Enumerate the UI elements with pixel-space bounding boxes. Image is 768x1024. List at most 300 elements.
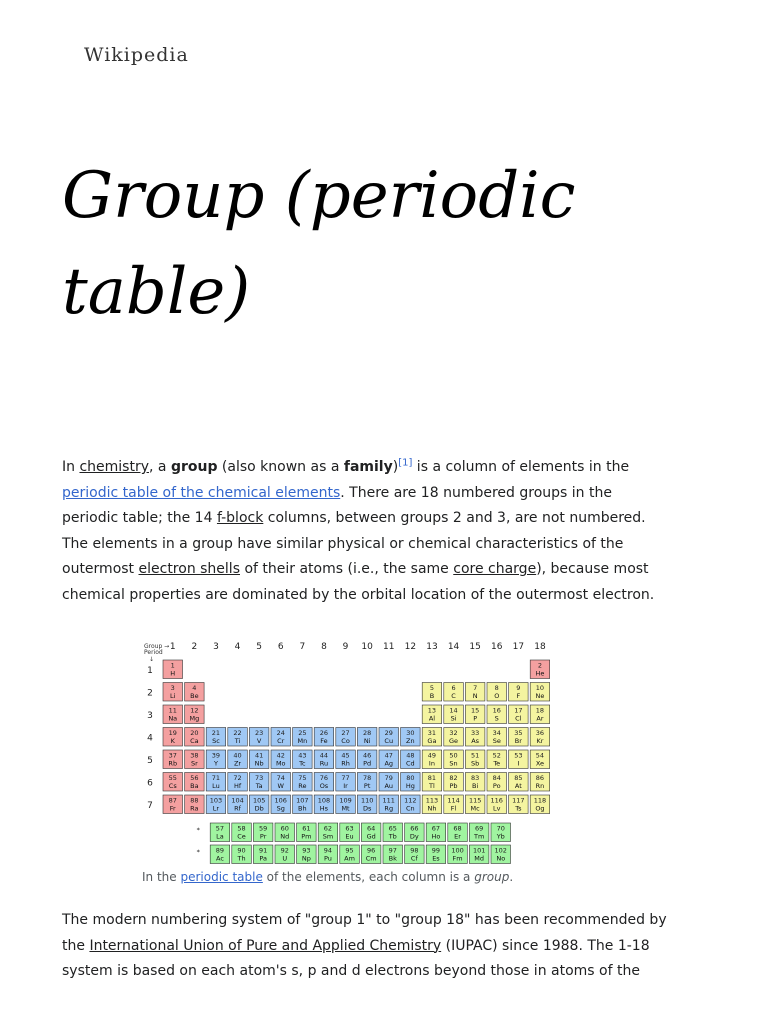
element-cell-o[interactable] bbox=[487, 683, 507, 702]
element-symbol: Es bbox=[432, 854, 440, 863]
period-number-label: 1 bbox=[147, 666, 153, 676]
atomic-number: 34 bbox=[492, 729, 501, 737]
element-symbol: Np bbox=[301, 854, 311, 863]
atomic-number: 69 bbox=[475, 824, 484, 833]
element-cell-ho[interactable] bbox=[426, 823, 446, 842]
element-cell-pb[interactable] bbox=[444, 773, 464, 792]
element-cell-rh[interactable] bbox=[336, 750, 356, 769]
element-cell-cd[interactable] bbox=[401, 750, 421, 769]
element-cell-mo[interactable] bbox=[271, 750, 291, 769]
element-cell-cn[interactable] bbox=[401, 795, 421, 814]
element-cell-rg[interactable] bbox=[379, 795, 399, 814]
element-cell-ag[interactable] bbox=[379, 750, 399, 769]
reference-link[interactable]: [1] bbox=[398, 457, 413, 469]
element-cell-eu[interactable] bbox=[340, 823, 360, 842]
element-symbol: Lv bbox=[493, 804, 501, 813]
atomic-number: 112 bbox=[404, 796, 417, 805]
atomic-number: 50 bbox=[449, 751, 458, 760]
element-cell-zn[interactable] bbox=[401, 728, 421, 747]
element-cell-sm[interactable] bbox=[318, 823, 338, 842]
element-cell-fe[interactable] bbox=[314, 728, 334, 747]
element-cell-li[interactable] bbox=[163, 683, 183, 702]
atomic-number: 115 bbox=[468, 796, 482, 805]
element-cell-tm[interactable] bbox=[469, 823, 489, 842]
element-symbol: Al bbox=[428, 714, 436, 723]
element-cell-rb[interactable] bbox=[163, 750, 183, 769]
element-cell-pt[interactable] bbox=[357, 773, 377, 792]
atomic-number: 52 bbox=[492, 751, 501, 760]
element-cell-th[interactable] bbox=[232, 845, 252, 864]
element-cell-k[interactable] bbox=[163, 728, 183, 747]
element-cell-nb[interactable] bbox=[249, 750, 269, 769]
caption-text: of the elements, each column is a bbox=[262, 870, 475, 884]
element-cell-at[interactable] bbox=[509, 773, 528, 792]
element-symbol: O bbox=[494, 692, 500, 700]
element-cell-og[interactable] bbox=[530, 795, 550, 814]
element-symbol: Eu bbox=[345, 832, 354, 841]
atomic-number: 86 bbox=[535, 774, 545, 782]
element-cell-u[interactable] bbox=[275, 845, 295, 864]
element-symbol: Cn bbox=[406, 804, 415, 813]
atomic-number: 32 bbox=[449, 729, 458, 737]
periodic-table-image[interactable] bbox=[140, 638, 560, 868]
element-cell-fm[interactable] bbox=[448, 845, 468, 864]
element-cell-cr[interactable] bbox=[271, 728, 291, 747]
element-symbol: Pu bbox=[323, 854, 332, 863]
element-cell-ru[interactable] bbox=[314, 750, 334, 769]
element-symbol: Cf bbox=[410, 854, 418, 863]
element-cell-hf[interactable] bbox=[228, 773, 248, 792]
element-cell-nh[interactable] bbox=[422, 795, 442, 814]
atomic-number: 42 bbox=[276, 751, 285, 760]
atomic-number: 99 bbox=[431, 846, 441, 855]
atomic-number: 105 bbox=[252, 796, 266, 805]
link-iupac[interactable]: International Union of Pure and Applied Chemistry bbox=[89, 937, 442, 954]
element-cell-os[interactable] bbox=[314, 773, 334, 792]
element-cell-lr[interactable] bbox=[206, 795, 226, 814]
intro-text: columns, between groups 2 and 3, are not numbered. The elements in a group have similar physical or chemical characteristics of the outermost bbox=[62, 510, 646, 577]
atomic-number: 89 bbox=[215, 846, 225, 855]
link-core-charge[interactable]: core charge bbox=[453, 561, 537, 577]
element-cell-la[interactable] bbox=[210, 823, 230, 842]
element-symbol: Br bbox=[514, 737, 522, 745]
element-cell-be[interactable] bbox=[185, 683, 205, 702]
element-cell-ga[interactable] bbox=[422, 728, 442, 747]
element-symbol: Ho bbox=[431, 832, 441, 841]
element-cell-pr[interactable] bbox=[253, 823, 273, 842]
atomic-number: 47 bbox=[384, 751, 393, 760]
element-cell-ac[interactable] bbox=[210, 845, 230, 864]
element-symbol: S bbox=[494, 714, 499, 723]
page-title: Group (periodic table) bbox=[62, 159, 576, 329]
atomic-number: 96 bbox=[367, 846, 376, 855]
element-symbol: Pt bbox=[363, 782, 371, 790]
element-cell-rn[interactable] bbox=[530, 773, 550, 792]
element-cell-cs[interactable] bbox=[163, 773, 183, 792]
atomic-number: 77 bbox=[341, 774, 350, 782]
element-cell-fl[interactable] bbox=[444, 795, 464, 814]
bold-term-group: group bbox=[170, 459, 218, 475]
atomic-number: 76 bbox=[319, 774, 329, 782]
element-cell-lv[interactable] bbox=[487, 795, 507, 814]
atomic-number: 87 bbox=[168, 796, 177, 805]
element-cell-tc[interactable] bbox=[293, 750, 313, 769]
element-symbol: Pm bbox=[301, 832, 312, 841]
period-number-label: 4 bbox=[147, 733, 153, 744]
element-cell-tb[interactable] bbox=[383, 823, 403, 842]
element-cell-mn[interactable] bbox=[293, 728, 313, 747]
element-symbol: Cs bbox=[168, 782, 177, 790]
period-axis-label: Period bbox=[144, 649, 163, 656]
element-cell-ne[interactable] bbox=[530, 683, 550, 702]
atomic-number: 40 bbox=[233, 751, 242, 760]
atomic-number: 65 bbox=[388, 824, 397, 833]
atomic-number: 12 bbox=[190, 706, 199, 715]
element-cell-ta[interactable] bbox=[249, 773, 269, 792]
element-cell-hs[interactable] bbox=[314, 795, 334, 814]
element-symbol: Sb bbox=[471, 759, 480, 768]
element-symbol: Pd bbox=[363, 759, 372, 768]
group-number-label: 5 bbox=[256, 642, 263, 652]
atomic-number: 100 bbox=[451, 846, 464, 855]
atomic-number: 36 bbox=[535, 729, 545, 737]
caption-text: In the bbox=[142, 870, 181, 884]
actinide-marker: * bbox=[196, 848, 200, 856]
atomic-number: 33 bbox=[471, 729, 480, 737]
element-symbol: Zr bbox=[233, 759, 242, 768]
element-cell-pm[interactable] bbox=[297, 823, 317, 842]
element-cell-cf[interactable] bbox=[405, 845, 425, 864]
element-cell-p[interactable] bbox=[465, 705, 485, 724]
group-number-label: 12 bbox=[404, 642, 417, 652]
element-symbol: Hg bbox=[405, 782, 415, 790]
element-cell-pd[interactable] bbox=[357, 750, 377, 769]
group-number-label: 13 bbox=[426, 642, 438, 652]
element-cell-au[interactable] bbox=[379, 773, 399, 792]
element-symbol: Og bbox=[535, 804, 545, 813]
element-cell-ir[interactable] bbox=[336, 773, 356, 792]
element-cell-mc[interactable] bbox=[465, 795, 485, 814]
element-symbol: Se bbox=[492, 737, 501, 745]
element-cell-sn[interactable] bbox=[444, 750, 464, 769]
intro-text: ) bbox=[392, 459, 399, 475]
element-symbol: Db bbox=[254, 804, 264, 813]
element-cell-ar[interactable] bbox=[530, 705, 550, 724]
element-cell-ba[interactable] bbox=[185, 773, 205, 792]
element-symbol: Cu bbox=[384, 737, 394, 745]
element-cell-te[interactable] bbox=[487, 750, 507, 769]
intro-text: (also known as a bbox=[217, 459, 344, 475]
element-cell-dy[interactable] bbox=[405, 823, 425, 842]
element-cell-tl[interactable] bbox=[422, 773, 442, 792]
element-symbol: Zn bbox=[406, 737, 415, 745]
element-symbol: Ba bbox=[190, 782, 199, 790]
period-number-label: 6 bbox=[147, 778, 153, 789]
element-cell-h[interactable] bbox=[163, 660, 183, 679]
atomic-number: 49 bbox=[427, 751, 437, 760]
intro-text: of their atoms (i.e., the same bbox=[240, 561, 454, 577]
link-electron-shells[interactable]: electron shells bbox=[138, 561, 240, 577]
atomic-number: 84 bbox=[492, 774, 501, 782]
link-periodic-table-elements[interactable]: periodic table of the chemical elements bbox=[62, 484, 341, 501]
element-symbol: Am bbox=[344, 854, 355, 863]
element-cell-zr[interactable] bbox=[228, 750, 248, 769]
element-cell-md[interactable] bbox=[469, 845, 489, 864]
group-number-label: 7 bbox=[299, 642, 306, 652]
element-symbol: Dy bbox=[409, 832, 419, 841]
lanthanide-marker: * bbox=[196, 826, 200, 834]
element-symbol: Os bbox=[319, 782, 329, 790]
element-cell-fr[interactable] bbox=[163, 795, 183, 814]
element-cell-hg[interactable] bbox=[401, 773, 421, 792]
element-symbol: Ir bbox=[343, 782, 348, 790]
atomic-number: 38 bbox=[190, 751, 199, 760]
element-cell-si[interactable] bbox=[444, 705, 464, 724]
group-number-label: 17 bbox=[512, 642, 525, 652]
element-cell-c[interactable] bbox=[444, 683, 464, 702]
atomic-number: 117 bbox=[512, 796, 525, 805]
element-cell-cm[interactable] bbox=[361, 845, 381, 864]
element-symbol: I bbox=[517, 759, 520, 768]
element-symbol: Ne bbox=[535, 692, 545, 700]
caption-link-periodic-table[interactable]: periodic table bbox=[180, 870, 263, 884]
atomic-number: 75 bbox=[298, 774, 307, 782]
group-number-label: 8 bbox=[321, 642, 327, 652]
element-cell-y[interactable] bbox=[206, 750, 226, 769]
element-cell-bh[interactable] bbox=[293, 795, 313, 814]
atomic-number: 61 bbox=[302, 824, 311, 833]
element-cell-co[interactable] bbox=[336, 728, 356, 747]
period-arrow: ↓ bbox=[149, 656, 155, 663]
element-cell-br[interactable] bbox=[509, 728, 528, 747]
element-cell-ra[interactable] bbox=[185, 795, 205, 814]
atomic-number: 93 bbox=[302, 846, 311, 855]
element-cell-np[interactable] bbox=[297, 845, 317, 864]
element-cell-v[interactable] bbox=[249, 728, 269, 747]
element-cell-es[interactable] bbox=[426, 845, 446, 864]
element-symbol: Cd bbox=[406, 759, 415, 768]
group-number-label: 3 bbox=[213, 642, 219, 652]
periodic-table-figure[interactable] bbox=[140, 638, 560, 868]
atomic-number: 102 bbox=[494, 846, 507, 855]
atomic-number: 70 bbox=[496, 824, 505, 833]
atomic-number: 56 bbox=[190, 774, 199, 782]
element-cell-ti[interactable] bbox=[228, 728, 248, 747]
element-cell-sb[interactable] bbox=[465, 750, 485, 769]
element-symbol: Ts bbox=[515, 804, 522, 813]
atomic-number: 23 bbox=[255, 729, 264, 737]
element-symbol: N bbox=[472, 692, 478, 700]
element-cell-as[interactable] bbox=[465, 728, 485, 747]
intro-text: is a column of elements in the bbox=[412, 459, 630, 475]
atomic-number: 48 bbox=[406, 751, 415, 760]
group-number-label: 6 bbox=[277, 642, 284, 652]
element-cell-se[interactable] bbox=[487, 728, 507, 747]
group-number-label: 2 bbox=[191, 642, 198, 652]
element-cell-f[interactable] bbox=[509, 683, 528, 702]
element-symbol: Fm bbox=[452, 854, 463, 863]
period-number-label: 2 bbox=[147, 688, 153, 699]
element-cell-cu[interactable] bbox=[379, 728, 399, 747]
atomic-number: 16 bbox=[492, 706, 501, 715]
element-cell-ni[interactable] bbox=[357, 728, 377, 747]
element-cell-bi[interactable] bbox=[465, 773, 485, 792]
element-symbol: Cm bbox=[365, 854, 377, 863]
element-cell-b[interactable] bbox=[422, 683, 442, 702]
element-symbol: B bbox=[429, 692, 435, 700]
element-cell-in[interactable] bbox=[422, 750, 442, 769]
element-symbol: Fe bbox=[320, 737, 328, 745]
wikipedia-logo[interactable]: Wikipedia bbox=[84, 44, 189, 66]
atomic-number: 14 bbox=[449, 706, 458, 715]
element-cell-ts[interactable] bbox=[509, 795, 528, 814]
element-cell-lu[interactable] bbox=[206, 773, 226, 792]
element-cell-s[interactable] bbox=[487, 705, 507, 724]
element-symbol: W bbox=[277, 782, 284, 790]
group-number-label: 4 bbox=[234, 642, 241, 652]
element-symbol: V bbox=[256, 737, 262, 745]
element-symbol: P bbox=[473, 714, 478, 723]
atomic-number: 101 bbox=[472, 846, 486, 855]
element-symbol: Si bbox=[450, 714, 457, 723]
atomic-number: 82 bbox=[449, 774, 458, 782]
element-symbol: Ti bbox=[234, 737, 241, 745]
element-cell-ce[interactable] bbox=[232, 823, 252, 842]
intro-text: ), because most chemical properties are dominated by the orbital location of the outermost electron. bbox=[62, 561, 655, 603]
atomic-number: 43 bbox=[298, 751, 307, 760]
element-symbol: Nh bbox=[427, 804, 437, 813]
element-symbol: Li bbox=[170, 692, 176, 700]
element-cell-mt[interactable] bbox=[336, 795, 356, 814]
atomic-number: 41 bbox=[255, 751, 264, 760]
element-cell-n[interactable] bbox=[465, 683, 485, 702]
atomic-number: 113 bbox=[425, 796, 439, 805]
element-symbol: Mo bbox=[275, 759, 286, 768]
element-cell-cl[interactable] bbox=[509, 705, 528, 724]
element-cell-kr[interactable] bbox=[530, 728, 550, 747]
element-symbol: Pr bbox=[259, 832, 267, 841]
atomic-number: 17 bbox=[514, 706, 523, 715]
element-symbol: Be bbox=[190, 692, 199, 700]
period-number-label: 3 bbox=[147, 711, 153, 721]
atomic-number: 94 bbox=[323, 846, 333, 855]
element-cell-po[interactable] bbox=[487, 773, 507, 792]
element-cell-db[interactable] bbox=[249, 795, 269, 814]
element-symbol: Ta bbox=[255, 782, 263, 790]
element-symbol: Yb bbox=[496, 832, 505, 841]
element-cell-sc[interactable] bbox=[206, 728, 226, 747]
element-cell-sg[interactable] bbox=[271, 795, 291, 814]
atomic-number: 114 bbox=[447, 796, 460, 805]
element-cell-mg[interactable] bbox=[185, 705, 205, 724]
group-number-label: 9 bbox=[342, 642, 349, 652]
element-cell-al[interactable] bbox=[422, 705, 442, 724]
intro-paragraph bbox=[62, 455, 672, 608]
element-symbol: Sc bbox=[212, 737, 220, 745]
numbering-paragraph bbox=[62, 908, 672, 985]
element-cell-no[interactable] bbox=[491, 845, 511, 864]
group-number-label: 11 bbox=[383, 642, 395, 652]
element-symbol: Sn bbox=[449, 759, 458, 768]
atomic-number: 25 bbox=[298, 729, 307, 737]
element-symbol: Ce bbox=[237, 832, 246, 841]
element-symbol: Ca bbox=[190, 737, 199, 745]
element-cell-xe[interactable] bbox=[530, 750, 550, 769]
group-number-label: 14 bbox=[447, 642, 460, 652]
atomic-number: 53 bbox=[514, 751, 523, 760]
atomic-number: 103 bbox=[209, 796, 223, 805]
element-cell-pu[interactable] bbox=[318, 845, 338, 864]
element-symbol: Rf bbox=[234, 804, 241, 813]
element-symbol: Bi bbox=[472, 782, 479, 790]
link-f-block[interactable]: f-block bbox=[216, 510, 264, 526]
element-cell-i[interactable] bbox=[509, 750, 528, 769]
caption-text: . bbox=[509, 870, 514, 884]
element-symbol: At bbox=[514, 782, 522, 790]
element-symbol: Mt bbox=[341, 804, 350, 813]
atomic-number: 39 bbox=[211, 751, 221, 760]
intro-text: . There are 18 numbered groups in the periodic table; the 14 bbox=[62, 484, 612, 526]
element-cell-sr[interactable] bbox=[185, 750, 205, 769]
element-cell-pa[interactable] bbox=[253, 845, 273, 864]
element-cell-er[interactable] bbox=[448, 823, 468, 842]
element-symbol: Rn bbox=[535, 782, 545, 790]
element-cell-nd[interactable] bbox=[275, 823, 295, 842]
element-symbol: Sm bbox=[322, 832, 334, 841]
element-symbol: Ag bbox=[384, 759, 394, 768]
element-symbol: Pa bbox=[259, 854, 267, 863]
element-symbol: Ar bbox=[536, 714, 544, 723]
atomic-number: 91 bbox=[259, 846, 268, 855]
element-symbol: Ga bbox=[427, 737, 437, 745]
element-symbol: C bbox=[451, 692, 456, 700]
element-symbol: Tb bbox=[388, 832, 397, 841]
group-number-label: 1 bbox=[169, 642, 176, 652]
atomic-number: 72 bbox=[233, 774, 242, 782]
element-symbol: U bbox=[282, 854, 288, 863]
group-number-label: 15 bbox=[469, 642, 481, 652]
element-cell-ds[interactable] bbox=[357, 795, 377, 814]
element-symbol: No bbox=[496, 854, 506, 863]
element-symbol: Xe bbox=[535, 759, 545, 768]
element-cell-na[interactable] bbox=[163, 705, 183, 724]
element-cell-gd[interactable] bbox=[361, 823, 381, 842]
element-cell-re[interactable] bbox=[293, 773, 313, 792]
element-cell-ca[interactable] bbox=[185, 728, 205, 747]
element-cell-w[interactable] bbox=[271, 773, 291, 792]
atomic-number: 92 bbox=[280, 846, 289, 855]
link-chemistry[interactable]: chemistry bbox=[79, 459, 149, 475]
element-symbol: Y bbox=[213, 759, 218, 768]
atomic-number: 2 bbox=[537, 661, 543, 670]
element-symbol: Bk bbox=[388, 854, 397, 863]
atomic-number: 118 bbox=[533, 796, 547, 805]
element-cell-he[interactable] bbox=[530, 660, 550, 679]
element-cell-bk[interactable] bbox=[383, 845, 403, 864]
element-cell-rf[interactable] bbox=[228, 795, 248, 814]
para2-text: The modern numbering system of "group 1" to "group 18" has been recommended by the bbox=[62, 912, 667, 954]
element-symbol: Mg bbox=[189, 714, 200, 723]
element-cell-am[interactable] bbox=[340, 845, 360, 864]
element-cell-ge[interactable] bbox=[444, 728, 464, 747]
element-cell-yb[interactable] bbox=[491, 823, 511, 842]
atomic-number: 24 bbox=[276, 729, 285, 737]
element-symbol: Mn bbox=[297, 737, 308, 745]
atomic-number: 10 bbox=[535, 684, 545, 692]
atomic-number: 5 bbox=[429, 684, 435, 692]
element-symbol: Po bbox=[492, 782, 501, 790]
element-symbol: Hs bbox=[319, 804, 329, 813]
